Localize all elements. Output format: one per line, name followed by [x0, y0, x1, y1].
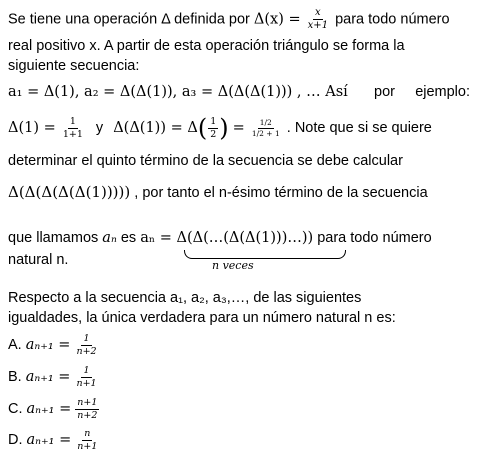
option-label: B.: [8, 369, 22, 385]
example-eq-2: Δ(Δ(1)) = Δ: [113, 119, 198, 136]
fraction-denominator: 2: [210, 128, 217, 140]
example-eq-1: Δ(1) =: [8, 119, 56, 136]
option-fraction: [74, 366, 98, 388]
equals-sign: =: [232, 119, 245, 136]
option-lhs: aₙ₊₁ =: [25, 337, 71, 353]
fraction-numerator: x: [315, 7, 321, 18]
n-veces-label: n veces: [212, 259, 254, 272]
option-label: A.: [8, 337, 22, 353]
option-label: D.: [8, 432, 23, 448]
sequence-terms: a₁ = Δ(1), a₂ = Δ(Δ(1)), a₃ = Δ(Δ(Δ(1))) , … Así: [8, 84, 348, 100]
option-lhs: aₙ₊₁ =: [26, 401, 72, 417]
question-line-1: [8, 288, 470, 308]
fraction-denominator: 1+1: [62, 128, 83, 140]
paragraph-text: que llamamos: [8, 230, 99, 246]
paragraph-text: siguiente secuencia:: [8, 58, 140, 74]
problem-line-2: [8, 36, 470, 56]
option-label: C.: [8, 401, 23, 417]
option-b[interactable]: [8, 366, 100, 388]
fraction-numerator: n: [84, 428, 91, 439]
delta-function: Δ(x) =: [253, 11, 301, 28]
paragraph-text: determinar el quinto término de la secuencia se debe calcular: [8, 153, 403, 169]
fraction-denominator: n+1: [77, 440, 98, 452]
option-fraction: [74, 334, 98, 356]
an-symbol: aₙ: [102, 230, 117, 246]
problem-line-1: [8, 8, 470, 31]
paragraph-text: por: [374, 84, 395, 100]
paragraph-text: es: [120, 230, 137, 246]
question-text: Respecto a la secuencia a₁, a₂, a₃,…, de las siguientes: [8, 290, 362, 306]
option-fraction: [75, 429, 99, 451]
option-lhs: aₙ₊₁ =: [26, 432, 72, 448]
fraction-numerator: 1: [83, 365, 90, 376]
nth-term-expression: aₙ = Δ(Δ(…(Δ(Δ(1)))…)): [140, 230, 314, 246]
definition-text: Se tiene una operación Δ definida por: [8, 11, 250, 28]
fraction-denominator: 1/2 + 1: [251, 128, 280, 138]
problem-line-9: [8, 250, 470, 270]
fraction-denominator: n+2: [77, 409, 98, 421]
example-line: Δ(1) = $\frac{1}{1+1}$ y Δ(Δ(1)) = Δ( $\frac{1}{2}$ ) = $\frac{1/2}{1/2 + 1}$ . Note que si se quiere: [8, 114, 432, 142]
sequence-terms-line: [8, 82, 470, 102]
fifth-term-line: [8, 182, 470, 203]
definition-suffix: para todo número: [335, 11, 450, 28]
fraction-numerator: 1: [210, 116, 217, 127]
paragraph-text: natural n.: [8, 252, 69, 268]
paragraph-text: . Note que si se quiere: [286, 119, 432, 136]
question-text: igualdades, la única verdadera para un número natural n es:: [8, 310, 396, 326]
fraction-denominator: x+1: [307, 20, 329, 31]
fraction-numerator: 1: [69, 116, 76, 127]
fraction-numerator: 1: [83, 333, 90, 344]
fraction-numerator: n+1: [77, 397, 98, 408]
problem-line-6: [8, 151, 470, 171]
problem-line-3: [8, 56, 470, 76]
option-fraction: [75, 398, 99, 420]
option-a[interactable]: [8, 334, 100, 356]
paragraph-text: para todo número: [317, 230, 432, 246]
definition-fraction: [306, 8, 330, 31]
example-fraction-1: [61, 117, 85, 139]
option-d[interactable]: [8, 429, 100, 451]
nth-term-line: [8, 228, 470, 248]
example-fraction-2: [208, 117, 218, 139]
option-c[interactable]: [8, 398, 100, 420]
example-fraction-3: [250, 119, 282, 137]
paragraph-text: ejemplo:: [415, 84, 470, 100]
fraction-denominator: n+1: [76, 377, 97, 389]
fraction-denominator: n+2: [76, 345, 97, 357]
option-lhs: aₙ₊₁ =: [25, 369, 71, 385]
fifth-term-expression: Δ(Δ(Δ(Δ(Δ(1))))): [8, 183, 131, 201]
paragraph-text: , por tanto el n-ésimo término de la secuencia: [134, 185, 428, 201]
question-line-2: [8, 308, 470, 328]
conjunction-text: y: [95, 119, 104, 136]
paragraph-text: real positivo x. A partir de esta operación triángulo se forma la: [8, 38, 405, 54]
fraction-numerator: 1/2: [259, 118, 272, 127]
